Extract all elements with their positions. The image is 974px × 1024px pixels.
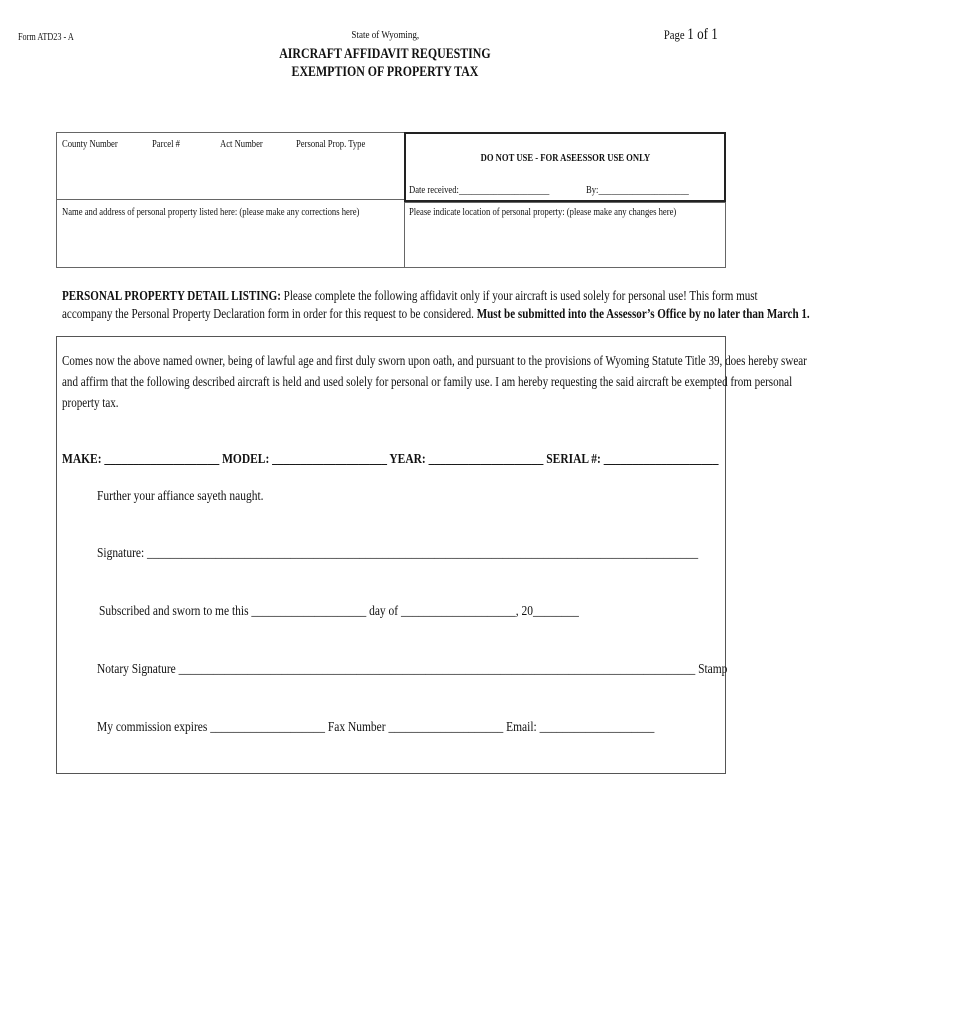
name-address-label: Name and address of personal property listed here: (please make any corrections here)	[62, 207, 360, 218]
form-id: Form ATD23 - A	[18, 32, 74, 43]
signature-field[interactable]: Signature: ________________________________________________________________________________________________	[97, 546, 699, 561]
form-title-line2: EXEMPTION OF PROPERTY TAX	[291, 64, 479, 80]
subscribed-sworn-field[interactable]: Subscribed and sworn to me this ____________________ day of ____________________, 20________	[99, 604, 579, 619]
notary-signature-field[interactable]: Notary Signature __________________________________________________________________________________________ Stamp	[97, 662, 728, 677]
further-statement: Further your affiance sayeth naught.	[97, 489, 264, 504]
detail-listing-line2: accompany the Personal Property Declaration form in order for this request to be considered. Must be submitted into the Assessor’s Office by no later than March 1.	[62, 306, 810, 321]
state-label: State of Wyoming,	[351, 29, 419, 41]
commission-fax-email-field[interactable]: My commission expires ____________________ Fax Number ____________________ Email: ____________________	[97, 720, 655, 735]
county-number-label: County Number	[62, 139, 118, 150]
assessor-notice: DO NOT USE - FOR ASEESSOR USE ONLY	[480, 153, 650, 164]
aircraft-details-fields[interactable]: MAKE: ____________________ MODEL: ____________________ YEAR: ____________________ SERIAL #: ____________________	[62, 452, 719, 467]
affidavit-text-line2: and affirm that the following described aircraft is held and used solely for personal or family use. I am hereby requesting the said aircraft be exempted from personal	[62, 374, 793, 389]
detail-listing-line1: PERSONAL PROPERTY DETAIL LISTING: Please complete the following affidavit only if your aircraft is used solely for personal use! This form must	[62, 288, 758, 303]
location-label: Please indicate location of personal property: (please make any changes here)	[409, 207, 677, 218]
date-received-field: Date received:_____________________	[409, 185, 550, 196]
personal-prop-type-label: Personal Prop. Type	[296, 139, 366, 150]
page-indicator: Page 1 of 1	[663, 26, 718, 43]
affidavit-text-line3: property tax.	[62, 395, 119, 410]
affidavit-text-line1: Comes now the above named owner, being of lawful age and first duly sworn upon oath, and pursuant to the provisions of Wyoming Statute Title 39, does hereby swear	[62, 353, 807, 368]
by-field: By:_____________________	[586, 185, 689, 196]
parcel-label: Parcel #	[152, 139, 180, 150]
act-number-label: Act Number	[220, 139, 263, 150]
form-title-line1: AIRCRAFT AFFIDAVIT REQUESTING	[279, 46, 491, 62]
